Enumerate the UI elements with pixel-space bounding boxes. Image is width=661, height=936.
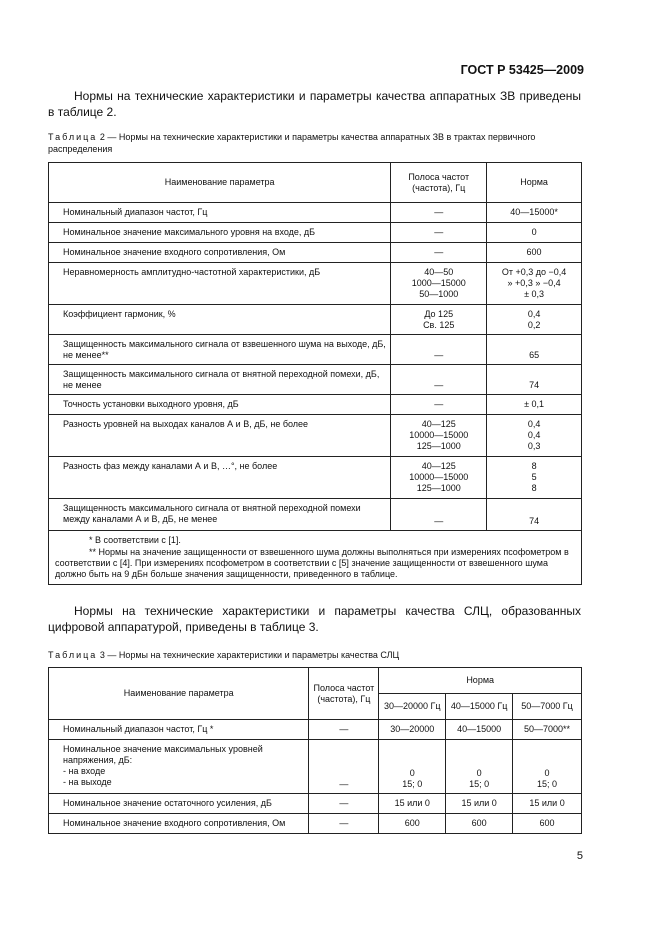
t2-band: — — [391, 223, 487, 243]
t2-norm: 0 — [487, 223, 582, 243]
intro-paragraph-2: Нормы на технические характеристики и параметры качества СЛЦ, образованных цифровой аппаратурой, приведены в таблице 3. — [48, 604, 581, 634]
t2-param: Защищенность максимального сигнала от внятной переходной помехи, дБ, не менее — [49, 365, 391, 395]
t3-value-2: 0 15; 0 — [446, 740, 513, 794]
t2-param: Коэффициент гармоник, % — [49, 305, 391, 335]
t2-norm: 8 5 8 — [487, 457, 582, 499]
table-row — [49, 499, 582, 531]
table-row — [49, 305, 582, 335]
t3-param: Номинальное значение максимальных уровней напряжения, дБ: - на входе - на выходе — [49, 740, 309, 794]
table-row — [49, 243, 582, 263]
table2-footnote-2: ** Нормы на значение защищенности от взвешенного шума должны выполняться при измерениях псофометром в соответствии с [4]. При измерениях псофометром в соответствии с [5] значение защищенности от взвешенного шума должно быть на 9 дБн больше значения защищенности, приведенного в таблице. — [55, 547, 569, 579]
t2-header-name: Наименование параметра — [49, 163, 391, 203]
t3-value-2: 15 или 0 — [446, 794, 513, 814]
t3-header-band: Полоса частот (частота), Гц — [309, 668, 379, 720]
t2-band: 40—125 10000—15000 125—1000 — [391, 415, 487, 457]
page-number: 5 — [576, 850, 583, 862]
t3-value-1: 0 15; 0 — [379, 740, 446, 794]
t3-param: Номинальное значение остаточного усиления, дБ — [49, 794, 309, 814]
table-row — [49, 335, 582, 365]
t3-value-1: 15 или 0 — [379, 794, 446, 814]
t3-value-3: 50—7000** — [513, 720, 582, 740]
t2-norm: От +0,3 до −0,4 » +0,3 » −0,4 ± 0,3 — [487, 263, 582, 305]
t3-param: Номинальный диапазон частот, Гц * — [49, 720, 309, 740]
t3-header-norm: Норма — [379, 668, 582, 694]
table2-caption-label: Таблица — [48, 132, 98, 142]
t2-norm: ± 0,1 — [487, 395, 582, 415]
t2-param: Защищенность максимального сигнала от взвешенного шума на выходе, дБ, не менее** — [49, 335, 391, 365]
t2-header-band: Полоса частот (частота), Гц — [391, 163, 487, 203]
t2-band: — — [391, 203, 487, 223]
table-row — [49, 415, 582, 457]
t2-param: Точность установки выходного уровня, дБ — [49, 395, 391, 415]
t2-norm: 600 — [487, 243, 582, 263]
table-2 — [48, 162, 582, 585]
t2-band: — — [391, 499, 487, 531]
table2-footnotes-row — [49, 531, 582, 585]
table-row — [49, 814, 582, 834]
t2-norm: 65 — [487, 335, 582, 365]
t3-subheader-1: 30—20000 Гц — [379, 694, 446, 720]
table-row — [49, 740, 582, 794]
table-row — [49, 365, 582, 395]
table-row — [49, 794, 582, 814]
table-row — [49, 223, 582, 243]
t3-value-1: 30—20000 — [379, 720, 446, 740]
intro-paragraph-1: Нормы на технические характеристики и параметры качества аппаратных ЗВ приведены в таблице 2. — [48, 89, 581, 119]
t2-norm: 40—15000* — [487, 203, 582, 223]
table3-caption — [48, 649, 581, 661]
t2-param: Номинальное значение максимального уровня на входе, дБ — [49, 223, 391, 243]
t2-band: 40—125 10000—15000 125—1000 — [391, 457, 487, 499]
t2-norm: 0,4 0,2 — [487, 305, 582, 335]
table3-caption-label: Таблица — [48, 650, 98, 660]
t2-param: Номинальное значение входного сопротивления, Ом — [49, 243, 391, 263]
t3-band: — — [309, 814, 379, 834]
table2-footnotes — [49, 531, 582, 585]
table2-caption — [48, 131, 581, 155]
t3-value-2: 600 — [446, 814, 513, 834]
t2-band: — — [391, 243, 487, 263]
table2-caption-text: 2 — Нормы на технические характеристики и параметры качества аппаратных ЗВ в трактах первичного распределения — [48, 132, 536, 154]
table-row — [49, 457, 582, 499]
t2-param: Неравномерность амплитудно-частотной характеристики, дБ — [49, 263, 391, 305]
t3-band: — — [309, 740, 379, 794]
table-3 — [48, 667, 582, 834]
t3-value-3: 15 или 0 — [513, 794, 582, 814]
table-row — [49, 203, 582, 223]
t3-header-name: Наименование параметра — [49, 668, 309, 720]
t2-band: — — [391, 365, 487, 395]
t3-value-2: 40—15000 — [446, 720, 513, 740]
t2-header-norm: Норма — [487, 163, 582, 203]
t3-value-3: 0 15; 0 — [513, 740, 582, 794]
t2-norm: 0,4 0,4 0,3 — [487, 415, 582, 457]
t2-param: Разность уровней на выходах каналов А и В, дБ, не более — [49, 415, 391, 457]
t2-band: До 125 Св. 125 — [391, 305, 487, 335]
t2-band: 40—50 1000—15000 50—1000 — [391, 263, 487, 305]
t3-value-3: 600 — [513, 814, 582, 834]
t3-band: — — [309, 794, 379, 814]
t3-value-1: 600 — [379, 814, 446, 834]
t2-param: Номинальный диапазон частот, Гц — [49, 203, 391, 223]
t2-norm: 74 — [487, 499, 582, 531]
table3-caption-text: 3 — Нормы на технические характеристики и параметры качества СЛЦ — [99, 650, 400, 660]
t2-band: — — [391, 395, 487, 415]
table2-footnote-1: * В соответствии с [1]. — [89, 535, 181, 545]
document-header: ГОСТ Р 53425—2009 — [460, 63, 584, 77]
t2-param: Защищенность максимального сигнала от внятной переходной помехи между каналами А и В, дБ, не менее — [49, 499, 391, 531]
table-row — [49, 263, 582, 305]
t3-subheader-2: 40—15000 Гц — [446, 694, 513, 720]
t2-param: Разность фаз между каналами А и В, …°, не более — [49, 457, 391, 499]
t3-subheader-3: 50—7000 Гц — [513, 694, 582, 720]
t3-band: — — [309, 720, 379, 740]
table-row — [49, 395, 582, 415]
table-row — [49, 720, 582, 740]
t2-band: — — [391, 335, 487, 365]
t3-param: Номинальное значение входного сопротивления, Ом — [49, 814, 309, 834]
t2-norm: 74 — [487, 365, 582, 395]
